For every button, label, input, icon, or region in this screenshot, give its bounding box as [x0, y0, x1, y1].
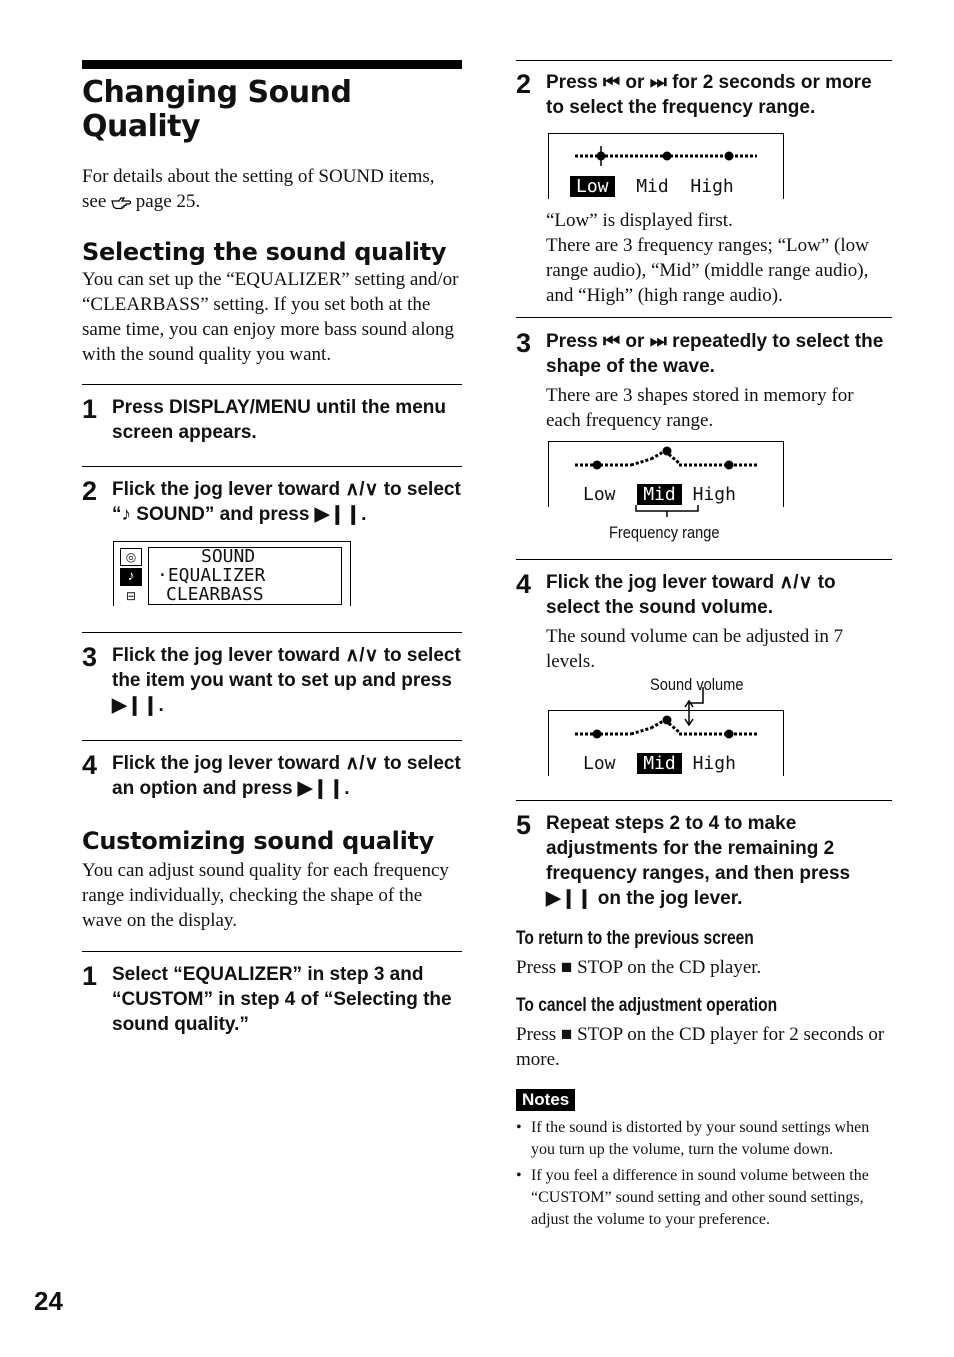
menu-display: [113, 541, 351, 606]
notes-badge: Notes: [516, 1089, 575, 1111]
menu-list-box: [148, 547, 342, 605]
title-bar-rule: [82, 60, 462, 69]
note-item: • If the sound is distorted by your sound settings when you turn up the volume, turn the volume down.: [516, 1117, 892, 1161]
step-number: 3: [82, 642, 98, 672]
divider: [82, 466, 462, 467]
step-text: Press DISPLAY/MENU until the menu screen appears.: [112, 397, 446, 443]
range-label-mid-selected: Mid: [637, 484, 682, 505]
step-2-selecting: [82, 477, 462, 527]
step-number: 3: [516, 328, 532, 358]
range-labels: [583, 485, 736, 505]
divider: [516, 60, 892, 61]
range-label-low-selected: Low: [570, 176, 615, 197]
range-label-high: High: [692, 753, 736, 774]
divider: [82, 632, 462, 633]
step-5-customizing: [516, 811, 892, 911]
step-text: Press ⏮ or ⏭ for 2 seconds or more to select the frequency range.: [546, 72, 872, 118]
step-number: 1: [82, 961, 98, 991]
divider: [516, 800, 892, 801]
step-3-customizing: [516, 329, 892, 379]
step-number: 4: [82, 750, 98, 780]
step-number: 2: [82, 476, 98, 506]
step-2-description: “Low” is displayed first. There are 3 frequency ranges; “Low” (low range audio), “Mid” (middle range audio), and “High” (high range audio).: [546, 210, 869, 306]
step-4-selecting: [82, 751, 462, 801]
sound-volume-label: Sound volume: [650, 675, 744, 694]
wave-shape-flat: [571, 144, 761, 168]
cancel-heading: To cancel the adjustment operation: [516, 995, 778, 1016]
intro-text-after: page 25.: [135, 191, 201, 212]
step-number: 2: [516, 69, 532, 99]
range-label-mid-selected: Mid: [637, 753, 682, 774]
range-label-low: Low: [583, 753, 616, 774]
step-3-selecting: [82, 643, 462, 718]
menu-line-equalizer: ·EQUALIZER: [157, 565, 266, 586]
step-3-description: There are 3 shapes stored in memory for each frequency range.: [546, 385, 854, 431]
section-body-customizing: You can adjust sound quality for each frequency range individually, checking the shape of the wave on the display.: [82, 860, 449, 931]
step-text-part: SOUND” and press ▶❙❙.: [131, 504, 367, 525]
sound-note-icon: ♪: [120, 568, 142, 586]
left-column: [82, 60, 462, 1037]
return-heading: To return to the previous screen: [516, 928, 754, 949]
wave-shape-peak: [571, 445, 761, 475]
option-tool-icon: ⊟: [125, 589, 137, 603]
step-1-customizing: [82, 962, 462, 1037]
step-text: Flick the jog lever toward ∧/∨ to select the sound volume.: [546, 572, 836, 618]
divider: [82, 740, 462, 741]
divider: [82, 951, 462, 952]
range-label-high: High: [692, 484, 736, 505]
return-body: Press ■ STOP on the CD player.: [516, 957, 762, 978]
step-text: Repeat steps 2 to 4 to make adjustments for the remaining 2 frequency ranges, and then press ▶❙❙ on the jog lever.: [546, 813, 851, 909]
step-1-selecting: [82, 395, 462, 445]
step-text: Press ⏮ or ⏭ repeatedly to select the shape of the wave.: [546, 331, 884, 377]
section-heading-customizing: Customizing sound quality: [82, 827, 435, 855]
step-4-customizing: [516, 570, 892, 620]
section-body-selecting: You can set up the “EQUALIZER” setting and/or “CLEARBASS” setting. If you set both at the same time, you can enjoy more bass sound along with the sound quality you want.: [82, 269, 459, 365]
equalizer-display-mid: [548, 441, 784, 507]
frequency-range-label: Frequency range: [609, 523, 720, 542]
divider: [516, 317, 892, 318]
equalizer-display-low: [548, 133, 784, 199]
divider: [82, 384, 462, 385]
step-text: [112, 477, 462, 527]
right-column: [516, 60, 892, 1231]
display-setting-icon: ◎: [120, 548, 142, 566]
equalizer-display-volume: [548, 710, 784, 776]
wave-shape-peak: [571, 714, 761, 744]
range-labels: [570, 177, 734, 197]
step-text: Select “EQUALIZER” in step 3 and “CUSTOM” in step 4 of “Selecting the sound quality.”: [112, 964, 452, 1035]
frequency-range-callout: [516, 507, 892, 542]
range-label-high: High: [690, 176, 734, 197]
page-number: 24: [34, 1286, 63, 1316]
cancel-body: Press ■ STOP on the CD player for 2 seconds or more.: [516, 1024, 885, 1070]
callout-bracket: [635, 505, 699, 517]
pointing-hand-icon: [111, 194, 131, 210]
step-number: 4: [516, 569, 532, 599]
menu-line-sound: SOUND: [201, 546, 256, 567]
range-label-mid: Mid: [636, 176, 669, 197]
menu-icons: [120, 548, 142, 604]
range-label-low: Low: [583, 484, 616, 505]
step-number: 5: [516, 810, 532, 840]
range-labels: [583, 754, 736, 774]
step-text-part: Flick the jog lever toward ∧/∨ to select “: [112, 479, 461, 525]
note-item: • If you feel a difference in sound volume between the “CUSTOM” sound setting and other sound settings, adjust the volume to your preference.: [516, 1165, 892, 1231]
step-4-description: The sound volume can be adjusted in 7 levels.: [546, 626, 844, 672]
intro-text: [82, 164, 462, 214]
step-text: Flick the jog lever toward ∧/∨ to select the item you want to set up and press ▶❙❙.: [112, 645, 461, 716]
music-note-icon: ♪: [121, 504, 131, 525]
intro-text-before: For details about the setting of SOUND items, see: [82, 166, 435, 212]
step-2-customizing: [516, 70, 892, 120]
notes-list: [516, 1117, 892, 1231]
notes-section: [516, 1089, 892, 1231]
step-text: Flick the jog lever toward ∧/∨ to select an option and press ▶❙❙.: [112, 753, 461, 799]
divider: [516, 559, 892, 560]
menu-line-clearbass: CLEARBASS: [166, 584, 264, 605]
section-heading-selecting: Selecting the sound quality: [82, 238, 447, 266]
page-title: Changing Sound Quality: [82, 75, 352, 144]
step-number: 1: [82, 394, 98, 424]
